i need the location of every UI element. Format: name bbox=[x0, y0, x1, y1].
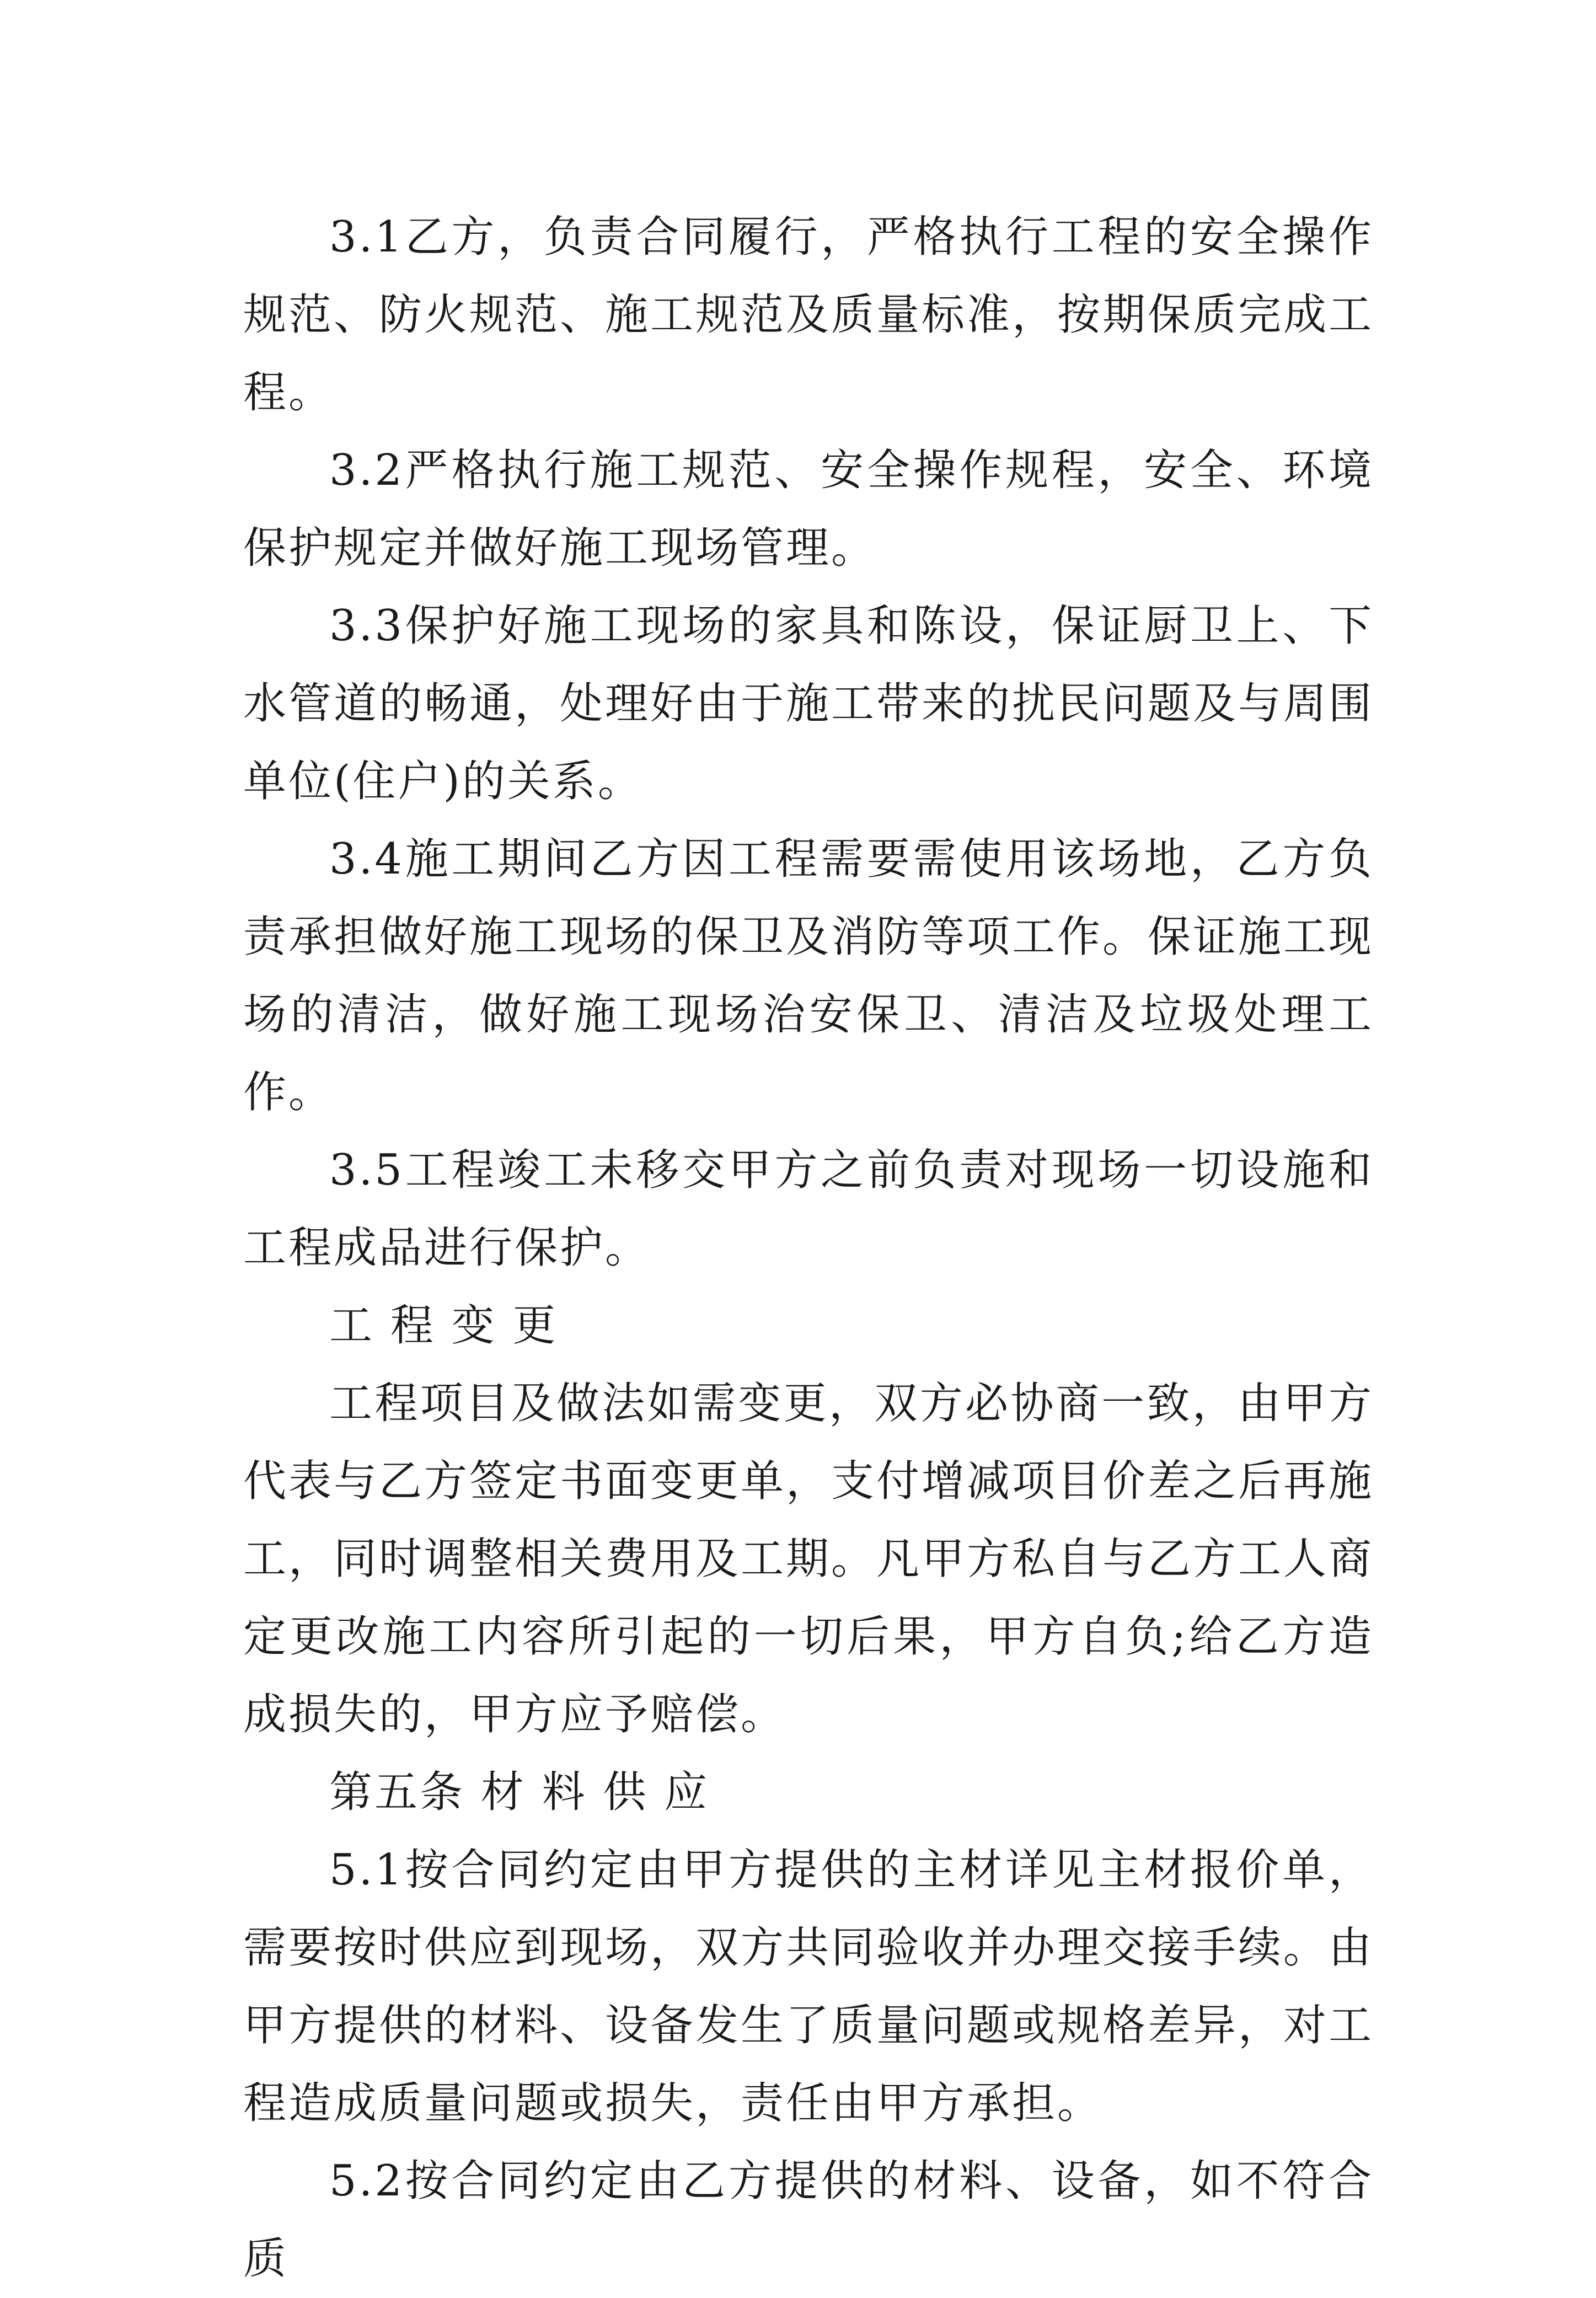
paragraph-5-2: 5.2按合同约定由乙方提供的材料、设备，如不符合质 bbox=[243, 2156, 1374, 2284]
document-body bbox=[243, 199, 1374, 2298]
paragraph-3-4: 3.4施工期间乙方因工程需要需使用该场地，乙方负责承担做好施工现场的保卫及消防等项工作。保证施工现场的清洁，做好施工现场治安保卫、清洁及垃圾处理工作。 bbox=[243, 834, 1374, 1117]
paragraph-3-2: 3.2严格执行施工规范、安全操作规程，安全、环境保护规定并做好施工现场管理。 bbox=[243, 446, 1374, 573]
paragraph-5-1: 5.1按合同约定由甲方提供的主材详见主材报价单，需要按时供应到现场，双方共同验收并办理交接手续。由甲方提供的材料、设备发生了质量问题或规格差异，对工程造成质量问题或损失，责任由甲方承担。 bbox=[243, 1845, 1374, 2128]
paragraph-engineering-change: 工程项目及做法如需变更，双方必协商一致，由甲方代表与乙方签定书面变更单，支付增减项目价差之后再施工，同时调整相关费用及工期。凡甲方私自与乙方工人商定更改施工内容所引起的一切后果，甲方自负;给乙方造成损失的，甲方应予赔偿。 bbox=[243, 1379, 1374, 1739]
section-heading-engineering-change: 工 程 变 更 bbox=[329, 1301, 558, 1351]
paragraph-3-3: 3.3保护好施工现场的家具和陈设，保证厨卫上、下水管道的畅通，处理好由于施工带来的扰民问题及与周围单位(住户)的关系。 bbox=[243, 601, 1374, 806]
section-heading-article-5: 第五条 材 料 供 应 bbox=[329, 1767, 710, 1817]
paragraph-3-1: 3.1乙方，负责合同履行，严格执行工程的安全操作规范、防火规范、施工规范及质量标准，按期保质完成工程。 bbox=[243, 212, 1374, 417]
paragraph-3-5: 3.5工程竣工未移交甲方之前负责对现场一切设施和工程成品进行保护。 bbox=[243, 1145, 1374, 1273]
